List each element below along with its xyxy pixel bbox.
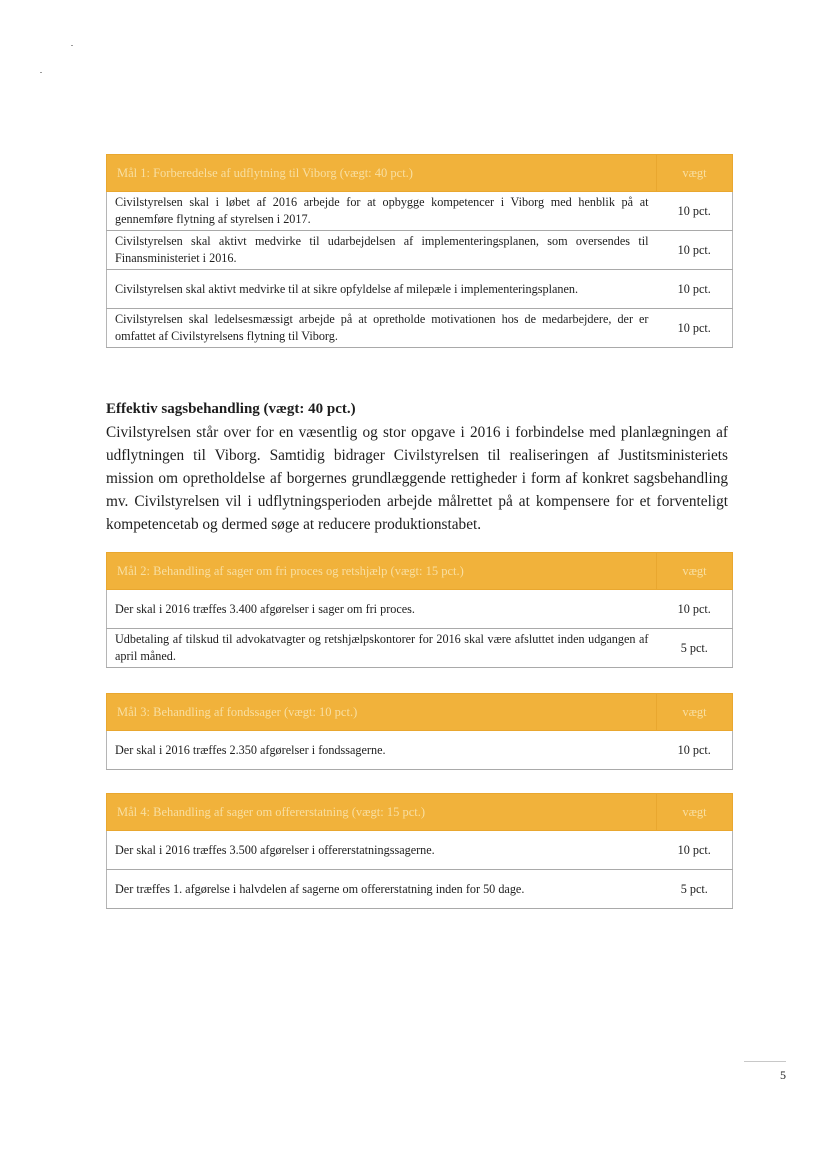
goal-2-table [106,552,733,668]
goal-2-weight-header: vægt [657,553,733,590]
goal-3-title: Mål 3: Behandling af fondssager (vægt: 10 pct.) [107,694,657,731]
goal-4-title: Mål 4: Behandling af sager om offererstatning (vægt: 15 pct.) [107,794,657,831]
goal-weight: 10 pct. [657,831,733,870]
scan-speck [40,72,42,73]
goal-text: Civilstyrelsen skal aktivt medvirke til udarbejdelsen af implementeringsplanen, som oversendes til Finansministeriet i 2016. [107,231,657,270]
goal-weight: 5 pct. [657,870,733,909]
goal-weight: 10 pct. [657,270,733,309]
table-row [107,629,733,668]
section-body: Civilstyrelsen står over for en væsentlig og stor opgave i 2016 i forbindelse med planlægningen af udflytningen til Viborg. Samtidig bidrager Civilstyrelsen til realiseringen af Justitsministeriets mission om opretholdelse af borgernes grundlæggende rettigheder i form af konkret sagsbehandling mv. Civilstyrelsen vil i udflytningsperioden arbejde målrettet på at kompensere for et forventeligt kompetencetab og dermed søge at reducere produktionstabet. [106,424,728,533]
goal-weight: 10 pct. [657,731,733,770]
table-row [107,192,733,231]
goal-text: Der skal i 2016 træffes 2.350 afgørelser i fondssagerne. [107,731,657,770]
goal-text: Civilstyrelsen skal i løbet af 2016 arbejde for at opbygge kompetencer i Viborg med henblik på at gennemføre flytning af styrelsen i 2017. [107,192,657,231]
goal-1-table [106,154,733,348]
effective-case-handling-section [106,399,728,536]
goal-1-title: Mål 1: Forberedelse af udflytning til Viborg (vægt: 40 pct.) [107,155,657,192]
goal-3-header-row [107,694,733,731]
goal-text: Civilstyrelsen skal ledelsesmæssigt arbejde på at opretholde motivationen hos de medarbejdere, der er omfattet af Civilstyrelsens flytning til Viborg. [107,309,657,348]
goal-4-weight-header: vægt [657,794,733,831]
goal-weight: 10 pct. [657,590,733,629]
goal-text: Der skal i 2016 træffes 3.500 afgørelser i offererstatningssagerne. [107,831,657,870]
goal-weight: 10 pct. [657,192,733,231]
goal-1-weight-header: vægt [657,155,733,192]
goal-2-title: Mål 2: Behandling af sager om fri proces og retshjælp (vægt: 15 pct.) [107,553,657,590]
goal-text: Der træffes 1. afgørelse i halvdelen af sagerne om offererstatning inden for 50 dage. [107,870,657,909]
section-heading: Effektiv sagsbehandling (vægt: 40 pct.) [106,401,356,417]
goal-1-header-row [107,155,733,192]
table-row [107,270,733,309]
table-row [107,870,733,909]
goal-2-header-row [107,553,733,590]
table-row [107,590,733,629]
table-row [107,731,733,770]
goal-4-header-row [107,794,733,831]
goal-4-table [106,793,733,909]
scan-speck [71,45,73,46]
table-row [107,309,733,348]
goal-3-table [106,693,733,770]
table-row [107,231,733,270]
goal-weight: 10 pct. [657,231,733,270]
table-row [107,831,733,870]
goal-text: Civilstyrelsen skal aktivt medvirke til at sikre opfyldelse af milepæle i implementeringsplanen. [107,270,657,309]
goal-weight: 5 pct. [657,629,733,668]
page-number: 5 [744,1061,786,1083]
goal-3-weight-header: vægt [657,694,733,731]
goal-text: Udbetaling af tilskud til advokatvagter og retshjælpskontorer for 2016 skal være afsluttet inden udgangen af april måned. [107,629,657,668]
goal-weight: 10 pct. [657,309,733,348]
goal-text: Der skal i 2016 træffes 3.400 afgørelser i sager om fri proces. [107,590,657,629]
